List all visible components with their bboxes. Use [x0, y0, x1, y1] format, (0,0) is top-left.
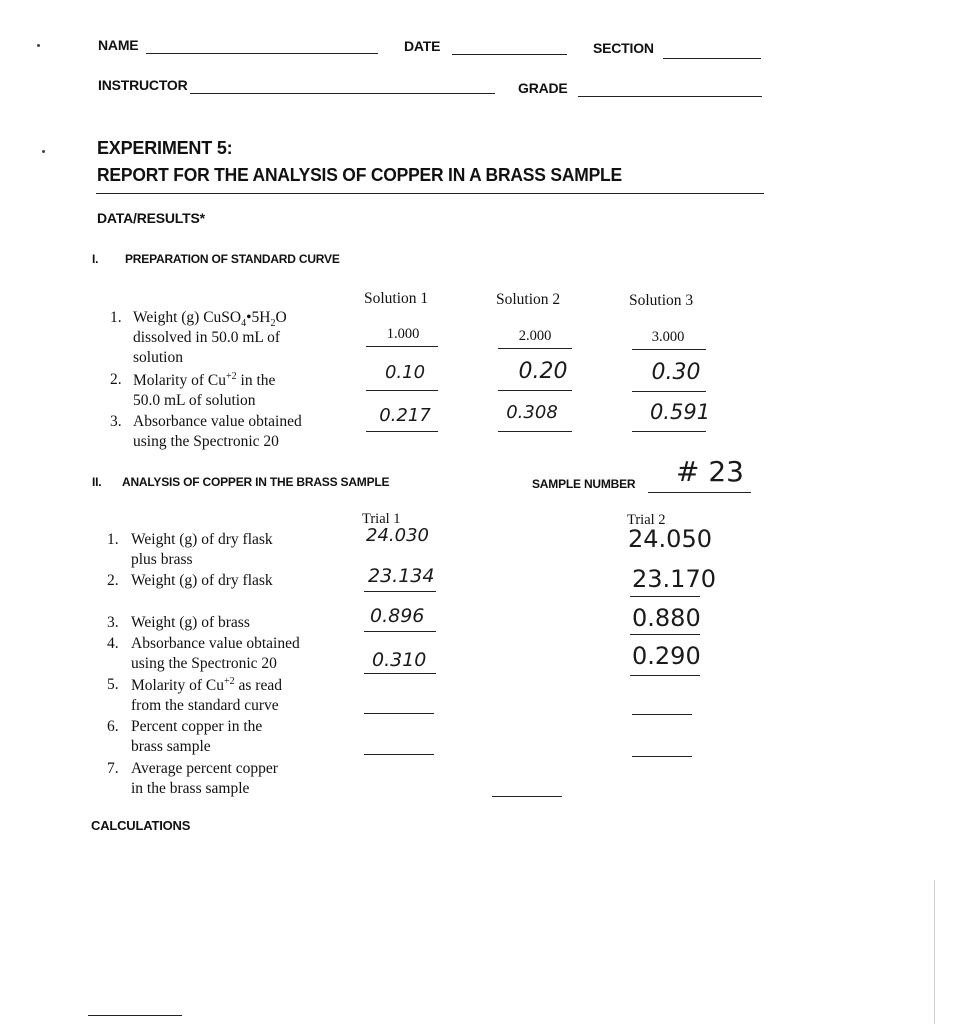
part1-heading: PREPARATION OF STANDARD CURVE: [125, 252, 340, 266]
grade-label: GRADE: [518, 80, 568, 96]
p2-row1-label: Weight (g) of dry flask: [131, 531, 273, 548]
p1-row3-number: 3.: [110, 413, 122, 430]
answer-line: [498, 348, 572, 349]
answer-line: [630, 596, 700, 597]
p2-row3-trial1-value: 0.896: [370, 605, 425, 627]
p2-row3-label: Weight (g) of brass: [131, 614, 250, 631]
instructor-label: INSTRUCTOR: [98, 77, 188, 93]
p1-row1-number: 1.: [110, 309, 122, 326]
part2-heading: ANALYSIS OF COPPER IN THE BRASS SAMPLE: [122, 475, 390, 489]
sample-number-label: SAMPLE NUMBER: [532, 477, 636, 491]
trial1-label: Trial 1: [362, 511, 401, 527]
p2-row4-trial2-value: 0.290: [632, 642, 701, 670]
margin-mark: [37, 44, 40, 47]
answer-line: [630, 634, 700, 635]
column-solution-3: Solution 3: [629, 292, 694, 309]
p1-row1-sol1-value: 1.000: [386, 326, 420, 342]
p2-row5-trial2-field: [632, 714, 692, 715]
trial2-label: Trial 2: [627, 512, 666, 528]
p1-row2-number: 2.: [110, 371, 122, 388]
p2-row2-label: Weight (g) of dry flask: [131, 572, 273, 589]
answer-line: [498, 390, 572, 391]
answer-line: [366, 431, 438, 432]
p2-row4-trial1-value: 0.310: [372, 649, 427, 671]
p2-row6-label: Percent copper in the: [131, 718, 263, 735]
p1-row2-sol1-value: 0.10: [384, 362, 426, 383]
footer-rule: [88, 1015, 182, 1016]
sample-number-value: # 23: [676, 455, 744, 488]
p2-row7-label-line2: in the brass sample: [131, 780, 250, 797]
answer-line: [364, 631, 436, 632]
p2-row6-label-line2: brass sample: [131, 738, 211, 755]
answer-line: [630, 675, 700, 676]
p1-row3-sol3-value: 0.591: [649, 400, 711, 424]
answer-line: [364, 673, 436, 674]
p2-row3-number: 3.: [107, 614, 119, 631]
data-results-label: DATA/RESULTS*: [97, 210, 205, 226]
column-solution-2: Solution 2: [496, 291, 561, 308]
date-field[interactable]: [452, 54, 567, 55]
p1-row2-sol3-value: 0.30: [651, 360, 701, 385]
p1-row3-label-line2: using the Spectronic 20: [133, 433, 279, 450]
answer-line: [632, 431, 706, 432]
p2-row2-trial2-value: 23.170: [632, 565, 716, 593]
answer-line: [366, 390, 438, 391]
answer-line: [632, 391, 706, 392]
p1-row3-sol2-value: 0.308: [506, 402, 558, 423]
p2-row4-label-line2: using the Spectronic 20: [131, 655, 277, 672]
calculations-label: CALCULATIONS: [91, 818, 191, 833]
answer-line: [364, 591, 436, 592]
p1-row3-sol1-value: 0.217: [379, 405, 431, 426]
sample-number-field: [648, 492, 751, 493]
column-solution-1: Solution 1: [364, 290, 429, 307]
p2-row6-number: 6.: [107, 718, 119, 735]
p2-row4-number: 4.: [107, 635, 119, 652]
p2-row7-number: 7.: [107, 760, 119, 777]
margin-mark: [42, 150, 45, 153]
p2-row1-label-line2: plus brass: [131, 551, 193, 568]
p1-row1-label: Weight (g) $CuSO_4•5H_2O$: [133, 309, 287, 330]
section-field[interactable]: [663, 58, 761, 59]
p1-row2-label: Molarity of $Cu^{+2}$ in the: [133, 371, 276, 390]
p1-row1-sol3-value: 3.000: [651, 329, 685, 345]
part2-number: II.: [92, 475, 102, 489]
name-field[interactable]: [146, 53, 378, 54]
p2-row5-trial1-field: [364, 713, 434, 714]
grade-field[interactable]: [578, 96, 762, 97]
p1-row3-label: Absorbance value obtained: [133, 413, 302, 430]
p2-row3-trial2-value: 0.880: [632, 604, 701, 632]
p2-row2-number: 2.: [107, 572, 119, 589]
p1-row1-label-line2: dissolved in 50.0 mL of: [133, 329, 281, 346]
p1-row2-label-line2: 50.0 mL of solution: [133, 392, 256, 409]
answer-line: [498, 431, 572, 432]
part1-number: I.: [92, 252, 99, 266]
p2-row7-average-field: [492, 796, 562, 797]
answer-line: [366, 346, 438, 347]
p2-row1-trial2-value: 24.050: [628, 525, 712, 553]
p2-row1-trial1-value: 24.030: [366, 525, 429, 546]
p2-row5-label: Molarity of $Cu^{+2}$ as read: [131, 676, 282, 695]
p2-row5-label-line2: from the standard curve: [131, 697, 279, 714]
p2-row6-trial1-field: [364, 754, 434, 755]
experiment-title: EXPERIMENT 5:: [97, 138, 233, 158]
report-title: REPORT FOR THE ANALYSIS OF COPPER IN A BRASS SAMPLE: [97, 165, 622, 185]
instructor-field[interactable]: [190, 93, 495, 94]
p2-row4-label: Absorbance value obtained: [131, 635, 300, 652]
title-rule: [96, 193, 764, 194]
p1-row1-sol2-value: 2.000: [518, 328, 552, 344]
p2-row5-number: 5.: [107, 676, 119, 693]
p2-row6-trial2-field: [632, 756, 692, 757]
section-label: SECTION: [593, 40, 654, 56]
p1-row2-sol2-value: 0.20: [518, 359, 568, 384]
p2-row1-number: 1.: [107, 531, 119, 548]
date-label: DATE: [404, 38, 441, 54]
p2-row7-label: Average percent copper: [131, 760, 278, 777]
page-edge: [934, 880, 935, 1024]
answer-line: [632, 349, 706, 350]
name-label: NAME: [98, 37, 139, 53]
p2-row2-trial1-value: 23.134: [368, 565, 435, 587]
p1-row1-label-line3: solution: [133, 349, 183, 366]
